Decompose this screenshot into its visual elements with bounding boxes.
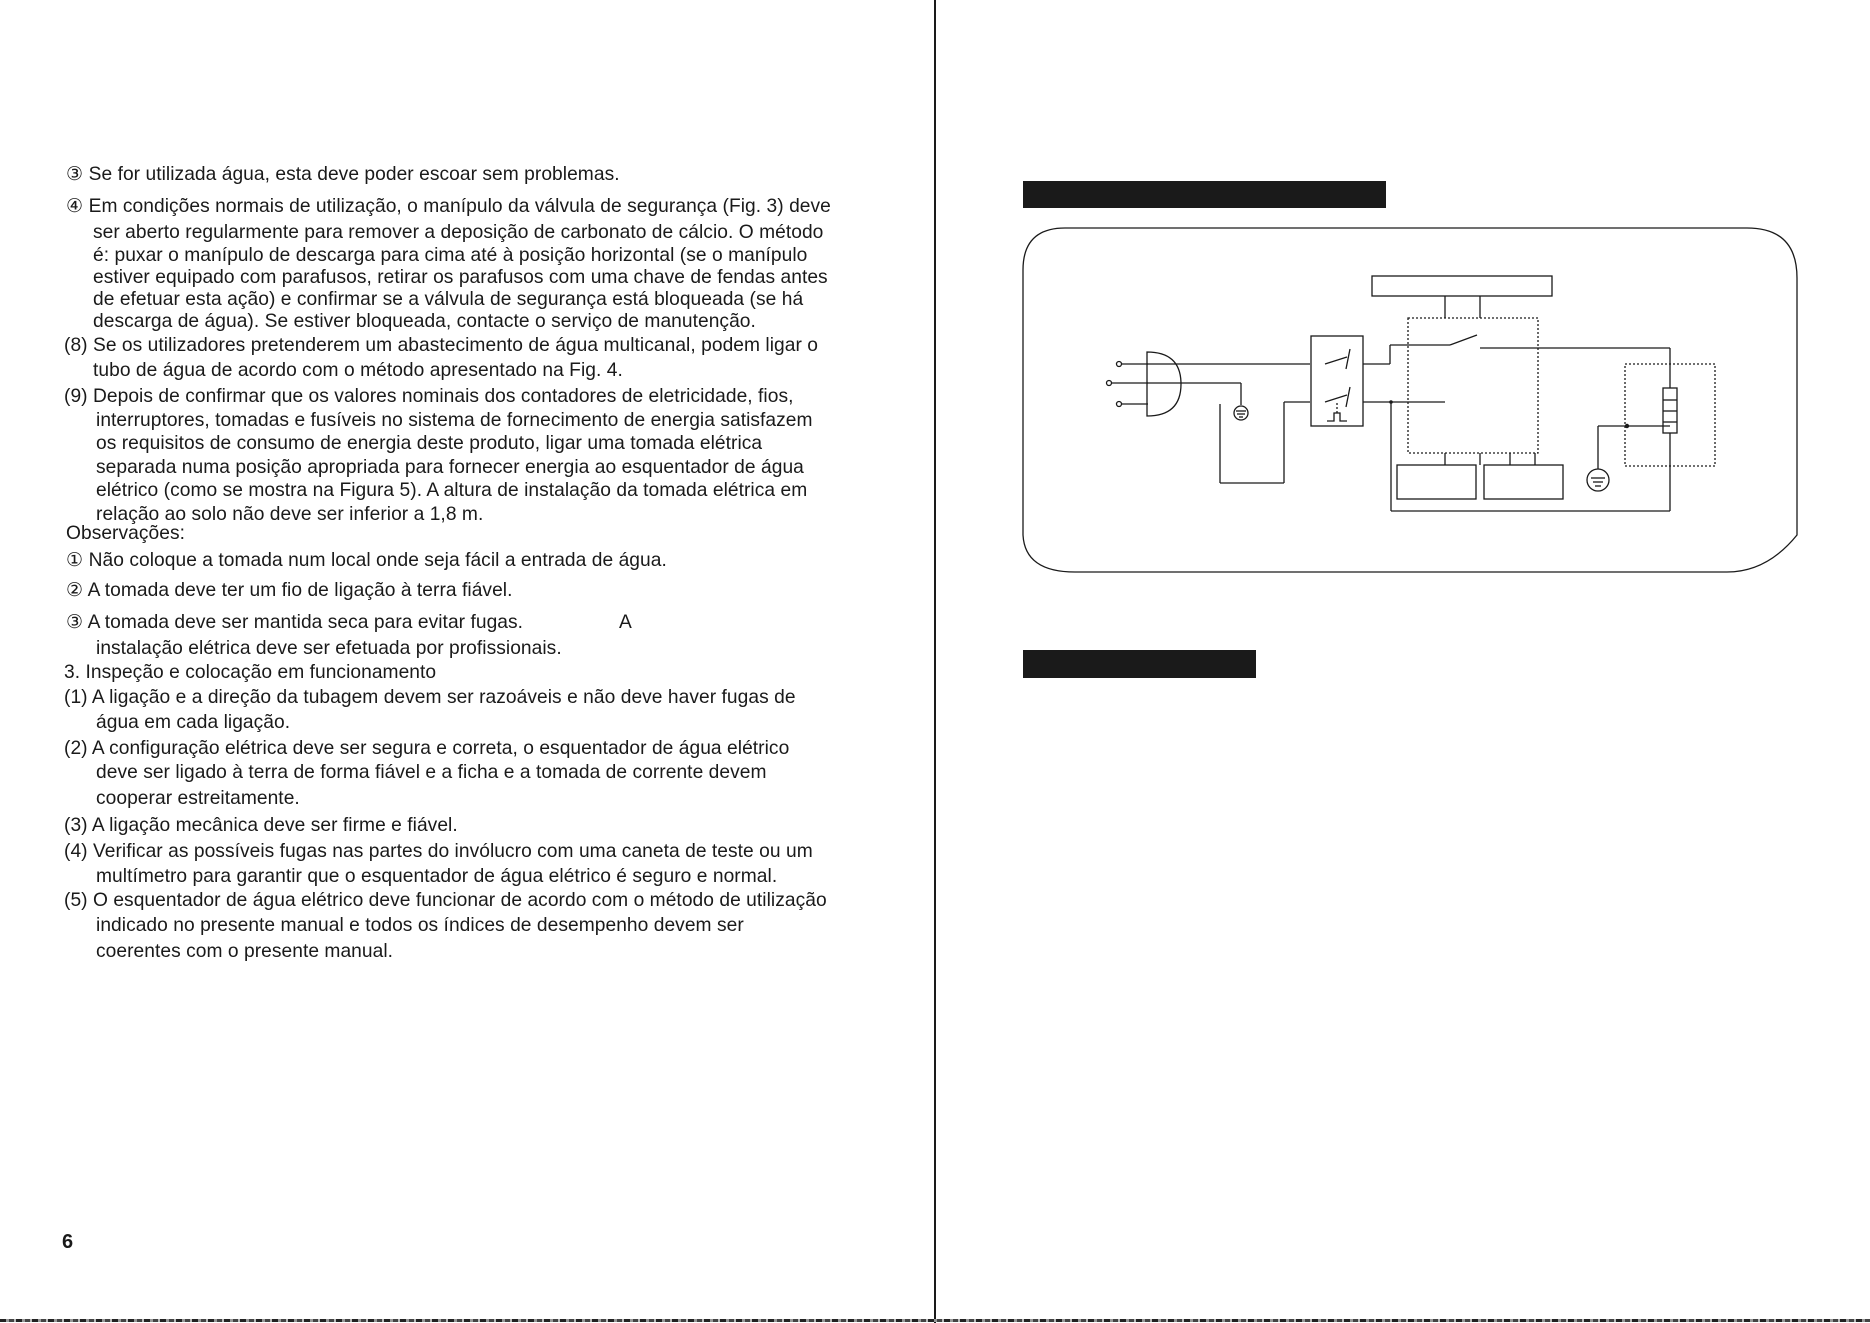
text-line: ① Não coloque a tomada num local onde seja fácil a entrada de água. bbox=[66, 550, 667, 571]
diagram-frame bbox=[1073, 228, 1797, 266]
text-line: (5) O esquentador de água elétrico deve funcionar de acordo com o método de utilização bbox=[64, 890, 827, 911]
text-line: relação ao solo não deve ser inferior a 1,8 m. bbox=[96, 504, 484, 525]
display-box-left bbox=[1397, 465, 1476, 499]
ground-icon bbox=[1234, 406, 1248, 420]
text-line: descarga de água). Se estiver bloqueada, contacte o serviço de manutenção. bbox=[93, 311, 756, 332]
wiring-diagram bbox=[935, 0, 1870, 600]
text-line: ④ Em condições normais de utilização, o manípulo da válvula de segurança (Fig. 3) deve bbox=[66, 196, 831, 217]
text-line: (4) Verificar as possíveis fugas nas partes do invólucro com uma caneta de teste ou um bbox=[64, 841, 813, 862]
text-line: ③ A tomada deve ser mantida seca para evitar fugas. bbox=[66, 612, 524, 633]
text-line: (2) A configuração elétrica deve ser segura e correta, o esquentador de água elétrico bbox=[64, 738, 790, 759]
text-line: ③ Se for utilizada água, esta deve poder escoar sem problemas. bbox=[66, 164, 620, 185]
control-label-box bbox=[1372, 276, 1552, 296]
text-line: cooperar estreitamente. bbox=[96, 788, 300, 809]
text-line: tubo de água de acordo com o método apresentado na Fig. 4. bbox=[93, 360, 623, 381]
header-bar-2 bbox=[1023, 650, 1256, 678]
page-number: 6 bbox=[62, 1231, 74, 1253]
text-line: (9) Depois de confirmar que os valores nominais dos contadores de eletricidade, fios, bbox=[64, 386, 794, 407]
text-line: deve ser ligado à terra de forma fiável e a ficha e a tomada de corrente devem bbox=[96, 762, 767, 783]
plug-icon bbox=[1147, 352, 1181, 416]
text-line: (1) A ligação e a direção da tubagem devem ser razoáveis e não deve haver fugas de bbox=[64, 687, 796, 708]
text-line: instalação elétrica deve ser efetuada por profissionais. bbox=[96, 638, 562, 659]
section-heading: 3. Inspeção e colocação em funcionamento bbox=[64, 662, 437, 683]
display-box-right bbox=[1484, 465, 1563, 499]
text-line: separada numa posição apropriada para fornecer energia ao esquentador de água bbox=[96, 457, 804, 478]
text-line: água em cada ligação. bbox=[96, 712, 291, 733]
text-line: os requisitos de consumo de energia deste produto, ligar uma tomada elétrica bbox=[96, 433, 763, 454]
ground-icon bbox=[1587, 469, 1609, 491]
text-line: indicado no presente manual e todos os índices de desempenho devem ser bbox=[96, 915, 744, 936]
text-line: multímetro para garantir que o esquentador de água elétrico é seguro e normal. bbox=[96, 866, 778, 887]
controller-box bbox=[1408, 318, 1538, 453]
text-line: de efetuar esta ação) e confirmar se a válvula de segurança está bloqueada (se há bbox=[93, 289, 804, 310]
diagram-frame bbox=[1100, 228, 1797, 270]
text-line: (3) A ligação mecânica deve ser firme e fiável. bbox=[64, 815, 458, 836]
text-line: estiver equipado com parafusos, retirar os parafusos com uma chave de fendas antes bbox=[93, 267, 828, 288]
text-line: A bbox=[619, 612, 632, 633]
text-line: ser aberto regularmente para remover a deposição de carbonato de cálcio. O método bbox=[93, 222, 824, 243]
text-line: ② A tomada deve ter um fio de ligação à terra fiável. bbox=[66, 580, 513, 601]
text-line: (8) Se os utilizadores pretenderem um abastecimento de água multicanal, podem ligar o bbox=[64, 335, 819, 356]
diagram-frame-outline bbox=[1023, 228, 1797, 572]
text-line: interruptores, tomadas e fusíveis no sistema de fornecimento de energia satisfazem bbox=[96, 410, 813, 431]
text-line: é: puxar o manípulo de descarga para cima até à posição horizontal (se o manípulo bbox=[93, 245, 808, 266]
bottom-page-edge bbox=[0, 1319, 1870, 1322]
right-page bbox=[935, 0, 1870, 1323]
text-line: Observações: bbox=[66, 523, 185, 544]
text-line: coerentes com o presente manual. bbox=[96, 941, 394, 962]
text-line: elétrico (como se mostra na Figura 5). A altura de instalação da tomada elétrica em bbox=[96, 480, 808, 501]
